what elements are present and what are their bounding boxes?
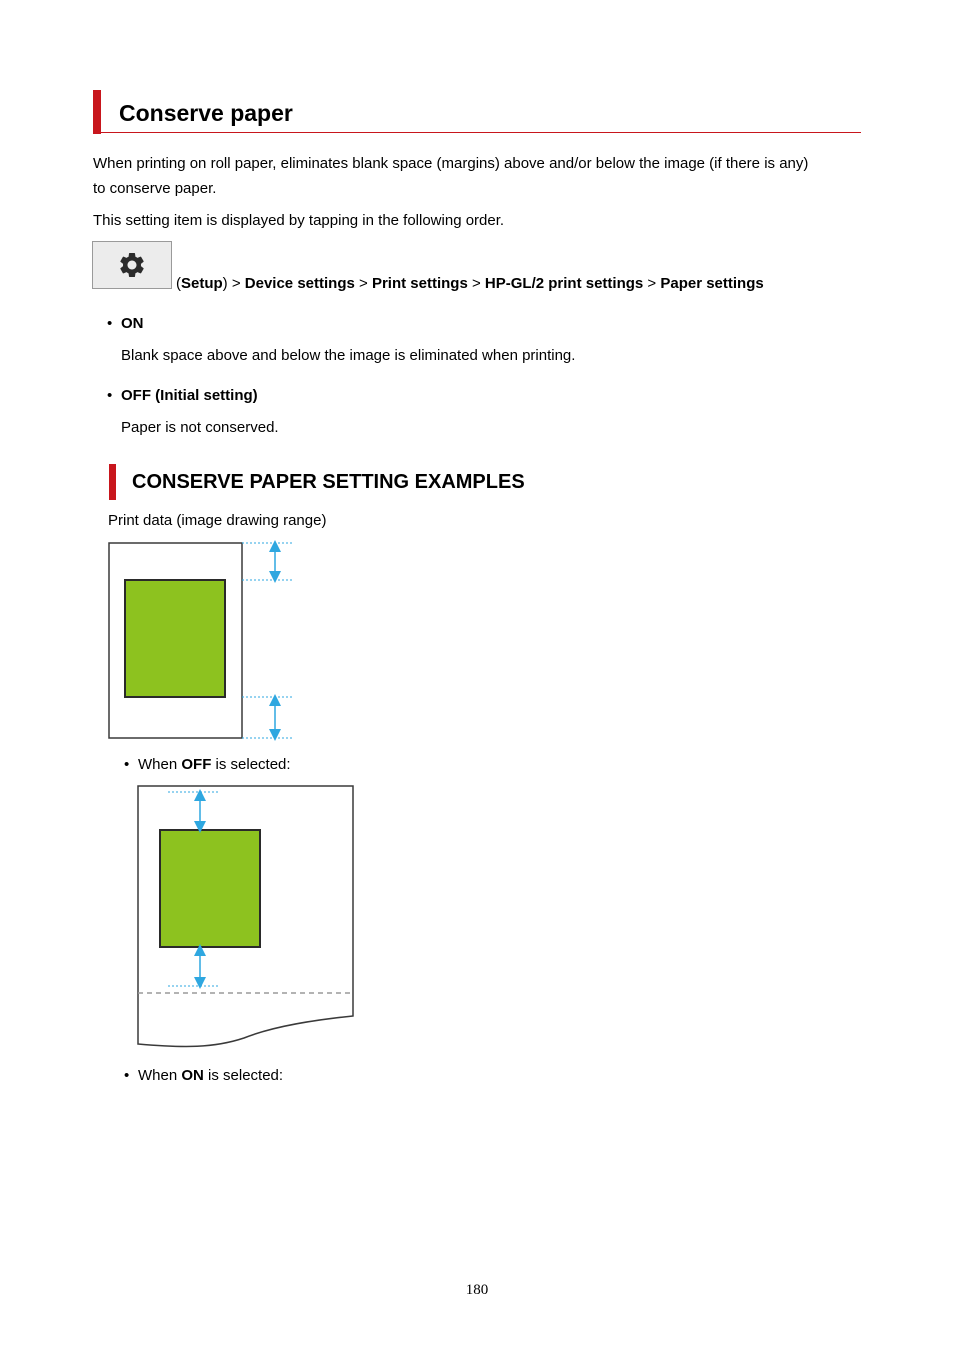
print-data-figure	[105, 538, 305, 743]
intro-line-1: When printing on roll paper, eliminates blank space (margins) above and/or below the image (if there is any)	[93, 155, 809, 172]
is-selected-text: is selected:	[208, 1067, 284, 1084]
bullet: •	[124, 1067, 130, 1084]
when-text: When	[138, 1067, 178, 1084]
section-title: CONSERVE PAPER SETTING EXAMPLES	[132, 471, 525, 493]
on-selected-caption	[138, 1063, 283, 1088]
paren-open: (	[176, 275, 181, 292]
path-separator: >	[647, 275, 657, 292]
intro-line-3: This setting item is displayed by tapping in the following order.	[93, 212, 505, 229]
path-setup: Setup	[181, 275, 223, 292]
bullet: •	[124, 756, 130, 773]
bullet: •	[107, 315, 113, 332]
option-off-description: Paper is not conserved.	[121, 419, 279, 436]
off-result-figure	[134, 782, 359, 1054]
option-on-label: ON	[121, 315, 144, 332]
option-on-description: Blank space above and below the image is eliminated when printing.	[121, 347, 576, 364]
path-print-settings: Print settings	[371, 275, 468, 292]
paren-close: )	[222, 275, 228, 292]
path-separator: >	[231, 275, 241, 292]
off-selected-caption	[138, 752, 291, 777]
image-area	[125, 580, 225, 697]
heading-underline	[101, 132, 861, 133]
path-separator: >	[471, 275, 481, 292]
bullet: •	[107, 387, 113, 404]
heading-accent-bar	[93, 90, 101, 134]
path-device-settings: Device settings	[244, 275, 355, 292]
settings-path	[176, 271, 764, 296]
subheading-accent-bar	[109, 464, 116, 500]
intro-line-2: to conserve paper.	[93, 180, 217, 197]
path-paper-settings: Paper settings	[660, 275, 764, 292]
on-keyword: ON	[181, 1067, 204, 1084]
page-number: 180	[465, 1282, 489, 1298]
setup-button-image	[92, 241, 172, 289]
print-data-label: Print data (image drawing range)	[108, 512, 327, 529]
option-off-label: OFF (Initial setting)	[121, 387, 258, 404]
path-hpgl-settings: HP-GL/2 print settings	[484, 275, 644, 292]
is-selected-text: is selected:	[215, 756, 291, 773]
off-keyword: OFF	[181, 756, 212, 773]
when-text: When	[138, 756, 178, 773]
gear-icon	[117, 250, 147, 280]
path-separator: >	[359, 275, 368, 292]
image-area	[160, 830, 260, 947]
page-title: Conserve paper	[119, 100, 293, 126]
